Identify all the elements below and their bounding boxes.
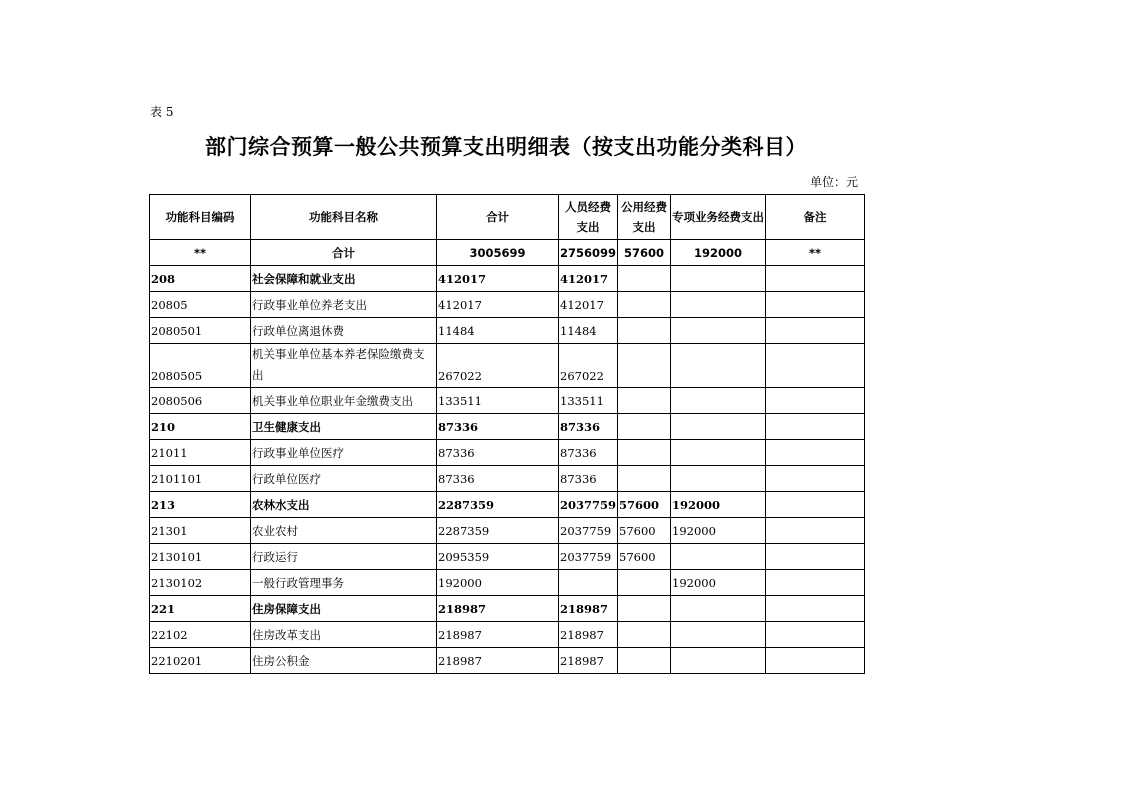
cell-code: 2210201 [150,648,251,674]
cell-public [618,266,671,292]
cell-public [618,318,671,344]
cell-remark [766,648,865,674]
cell-name: 住房公积金 [251,648,437,674]
cell-public [618,596,671,622]
cell-public [618,648,671,674]
table-row [150,570,865,596]
cell-name: 农林水支出 [251,492,437,518]
table-row [150,648,865,674]
cell-code: 2080501 [150,318,251,344]
cell-special [671,622,766,648]
cell-remark [766,388,865,414]
cell-special [671,292,766,318]
cell-remark [766,544,865,570]
cell-public [618,440,671,466]
cell-total: 11484 [437,318,559,344]
budget-table [149,194,865,674]
cell-name: 社会保障和就业支出 [251,266,437,292]
cell-name: 行政单位离退休费 [251,318,437,344]
cell-remark [766,466,865,492]
header-name: 功能科目名称 [251,195,437,240]
cell-name: 住房改革支出 [251,622,437,648]
total-special: 192000 [671,240,766,266]
total-row [150,240,865,266]
table-row [150,292,865,318]
cell-remark [766,318,865,344]
cell-personnel: 2037759 [559,544,618,570]
cell-name: 卫生健康支出 [251,414,437,440]
table-row [150,344,865,388]
total-name: 合计 [251,240,437,266]
cell-remark [766,622,865,648]
cell-personnel: 412017 [559,266,618,292]
cell-special [671,440,766,466]
cell-remark [766,292,865,318]
cell-special [671,648,766,674]
cell-personnel: 133511 [559,388,618,414]
cell-name: 行政事业单位医疗 [251,440,437,466]
header-remark: 备注 [766,195,865,240]
cell-personnel [559,570,618,596]
table-body [150,195,865,674]
cell-personnel: 2037759 [559,518,618,544]
cell-remark [766,414,865,440]
cell-code: 2101101 [150,466,251,492]
cell-special [671,544,766,570]
cell-code: 21301 [150,518,251,544]
cell-remark [766,518,865,544]
cell-special [671,344,766,388]
cell-public [618,570,671,596]
table-row [150,440,865,466]
total-personnel: 2756099 [559,240,618,266]
cell-personnel: 11484 [559,318,618,344]
cell-name: 行政运行 [251,544,437,570]
cell-public: 57600 [618,544,671,570]
cell-code: 22102 [150,622,251,648]
cell-public [618,344,671,388]
cell-total: 2287359 [437,518,559,544]
cell-code: 2080506 [150,388,251,414]
cell-remark [766,440,865,466]
cell-personnel: 2037759 [559,492,618,518]
cell-public [618,414,671,440]
cell-total: 218987 [437,648,559,674]
cell-code: 2130101 [150,544,251,570]
cell-public [618,292,671,318]
cell-total: 192000 [437,570,559,596]
table-row [150,266,865,292]
cell-code: 210 [150,414,251,440]
table-row [150,518,865,544]
table-number: 表 5 [150,105,174,119]
total-remark: ** [766,240,865,266]
unit-label: 单位：元 [809,175,858,189]
cell-code: 20805 [150,292,251,318]
table-row [150,544,865,570]
cell-total: 412017 [437,266,559,292]
cell-public: 57600 [618,492,671,518]
header-total: 合计 [437,195,559,240]
cell-personnel: 218987 [559,622,618,648]
cell-name: 行政事业单位养老支出 [251,292,437,318]
header-public: 公用经费支出 [618,195,671,240]
cell-code: 2080505 [150,344,251,388]
cell-personnel: 218987 [559,596,618,622]
cell-code: 21011 [150,440,251,466]
table-row [150,622,865,648]
cell-remark [766,266,865,292]
cell-public: 57600 [618,518,671,544]
total-code: ** [150,240,251,266]
cell-name: 一般行政管理事务 [251,570,437,596]
cell-special [671,466,766,492]
cell-special [671,414,766,440]
cell-total: 133511 [437,388,559,414]
cell-remark [766,570,865,596]
cell-total: 218987 [437,596,559,622]
cell-total: 218987 [437,622,559,648]
cell-total: 267022 [437,344,559,388]
table-row [150,466,865,492]
cell-code: 221 [150,596,251,622]
cell-special [671,596,766,622]
cell-special: 192000 [671,492,766,518]
cell-total: 87336 [437,414,559,440]
cell-code: 213 [150,492,251,518]
cell-special [671,266,766,292]
cell-personnel: 267022 [559,344,618,388]
cell-special: 192000 [671,570,766,596]
table-row [150,492,865,518]
cell-total: 2287359 [437,492,559,518]
cell-total: 87336 [437,440,559,466]
total-total: 3005699 [437,240,559,266]
table-row [150,414,865,440]
cell-public [618,622,671,648]
header-special: 专项业务经费支出 [671,195,766,240]
cell-special [671,318,766,344]
header-row [150,195,865,240]
cell-total: 87336 [437,466,559,492]
cell-personnel: 87336 [559,414,618,440]
cell-name: 机关事业单位职业年金缴费支出 [251,388,437,414]
cell-personnel: 412017 [559,292,618,318]
cell-special: 192000 [671,518,766,544]
cell-total: 412017 [437,292,559,318]
cell-total: 2095359 [437,544,559,570]
cell-code: 2130102 [150,570,251,596]
cell-name: 住房保障支出 [251,596,437,622]
cell-personnel: 218987 [559,648,618,674]
cell-special [671,388,766,414]
header-personnel: 人员经费支出 [559,195,618,240]
cell-personnel: 87336 [559,466,618,492]
cell-remark [766,492,865,518]
cell-public [618,466,671,492]
cell-remark [766,596,865,622]
cell-personnel: 87336 [559,440,618,466]
cell-name: 机关事业单位基本养老保险缴费支出 [251,344,437,388]
header-code: 功能科目编码 [150,195,251,240]
cell-name: 行政单位医疗 [251,466,437,492]
total-public: 57600 [618,240,671,266]
page-title: 部门综合预算一般公共预算支出明细表（按支出功能分类科目） [205,134,807,159]
cell-remark [766,344,865,388]
table-row [150,318,865,344]
table-row [150,596,865,622]
cell-public [618,388,671,414]
cell-code: 208 [150,266,251,292]
cell-name: 农业农村 [251,518,437,544]
table-row [150,388,865,414]
